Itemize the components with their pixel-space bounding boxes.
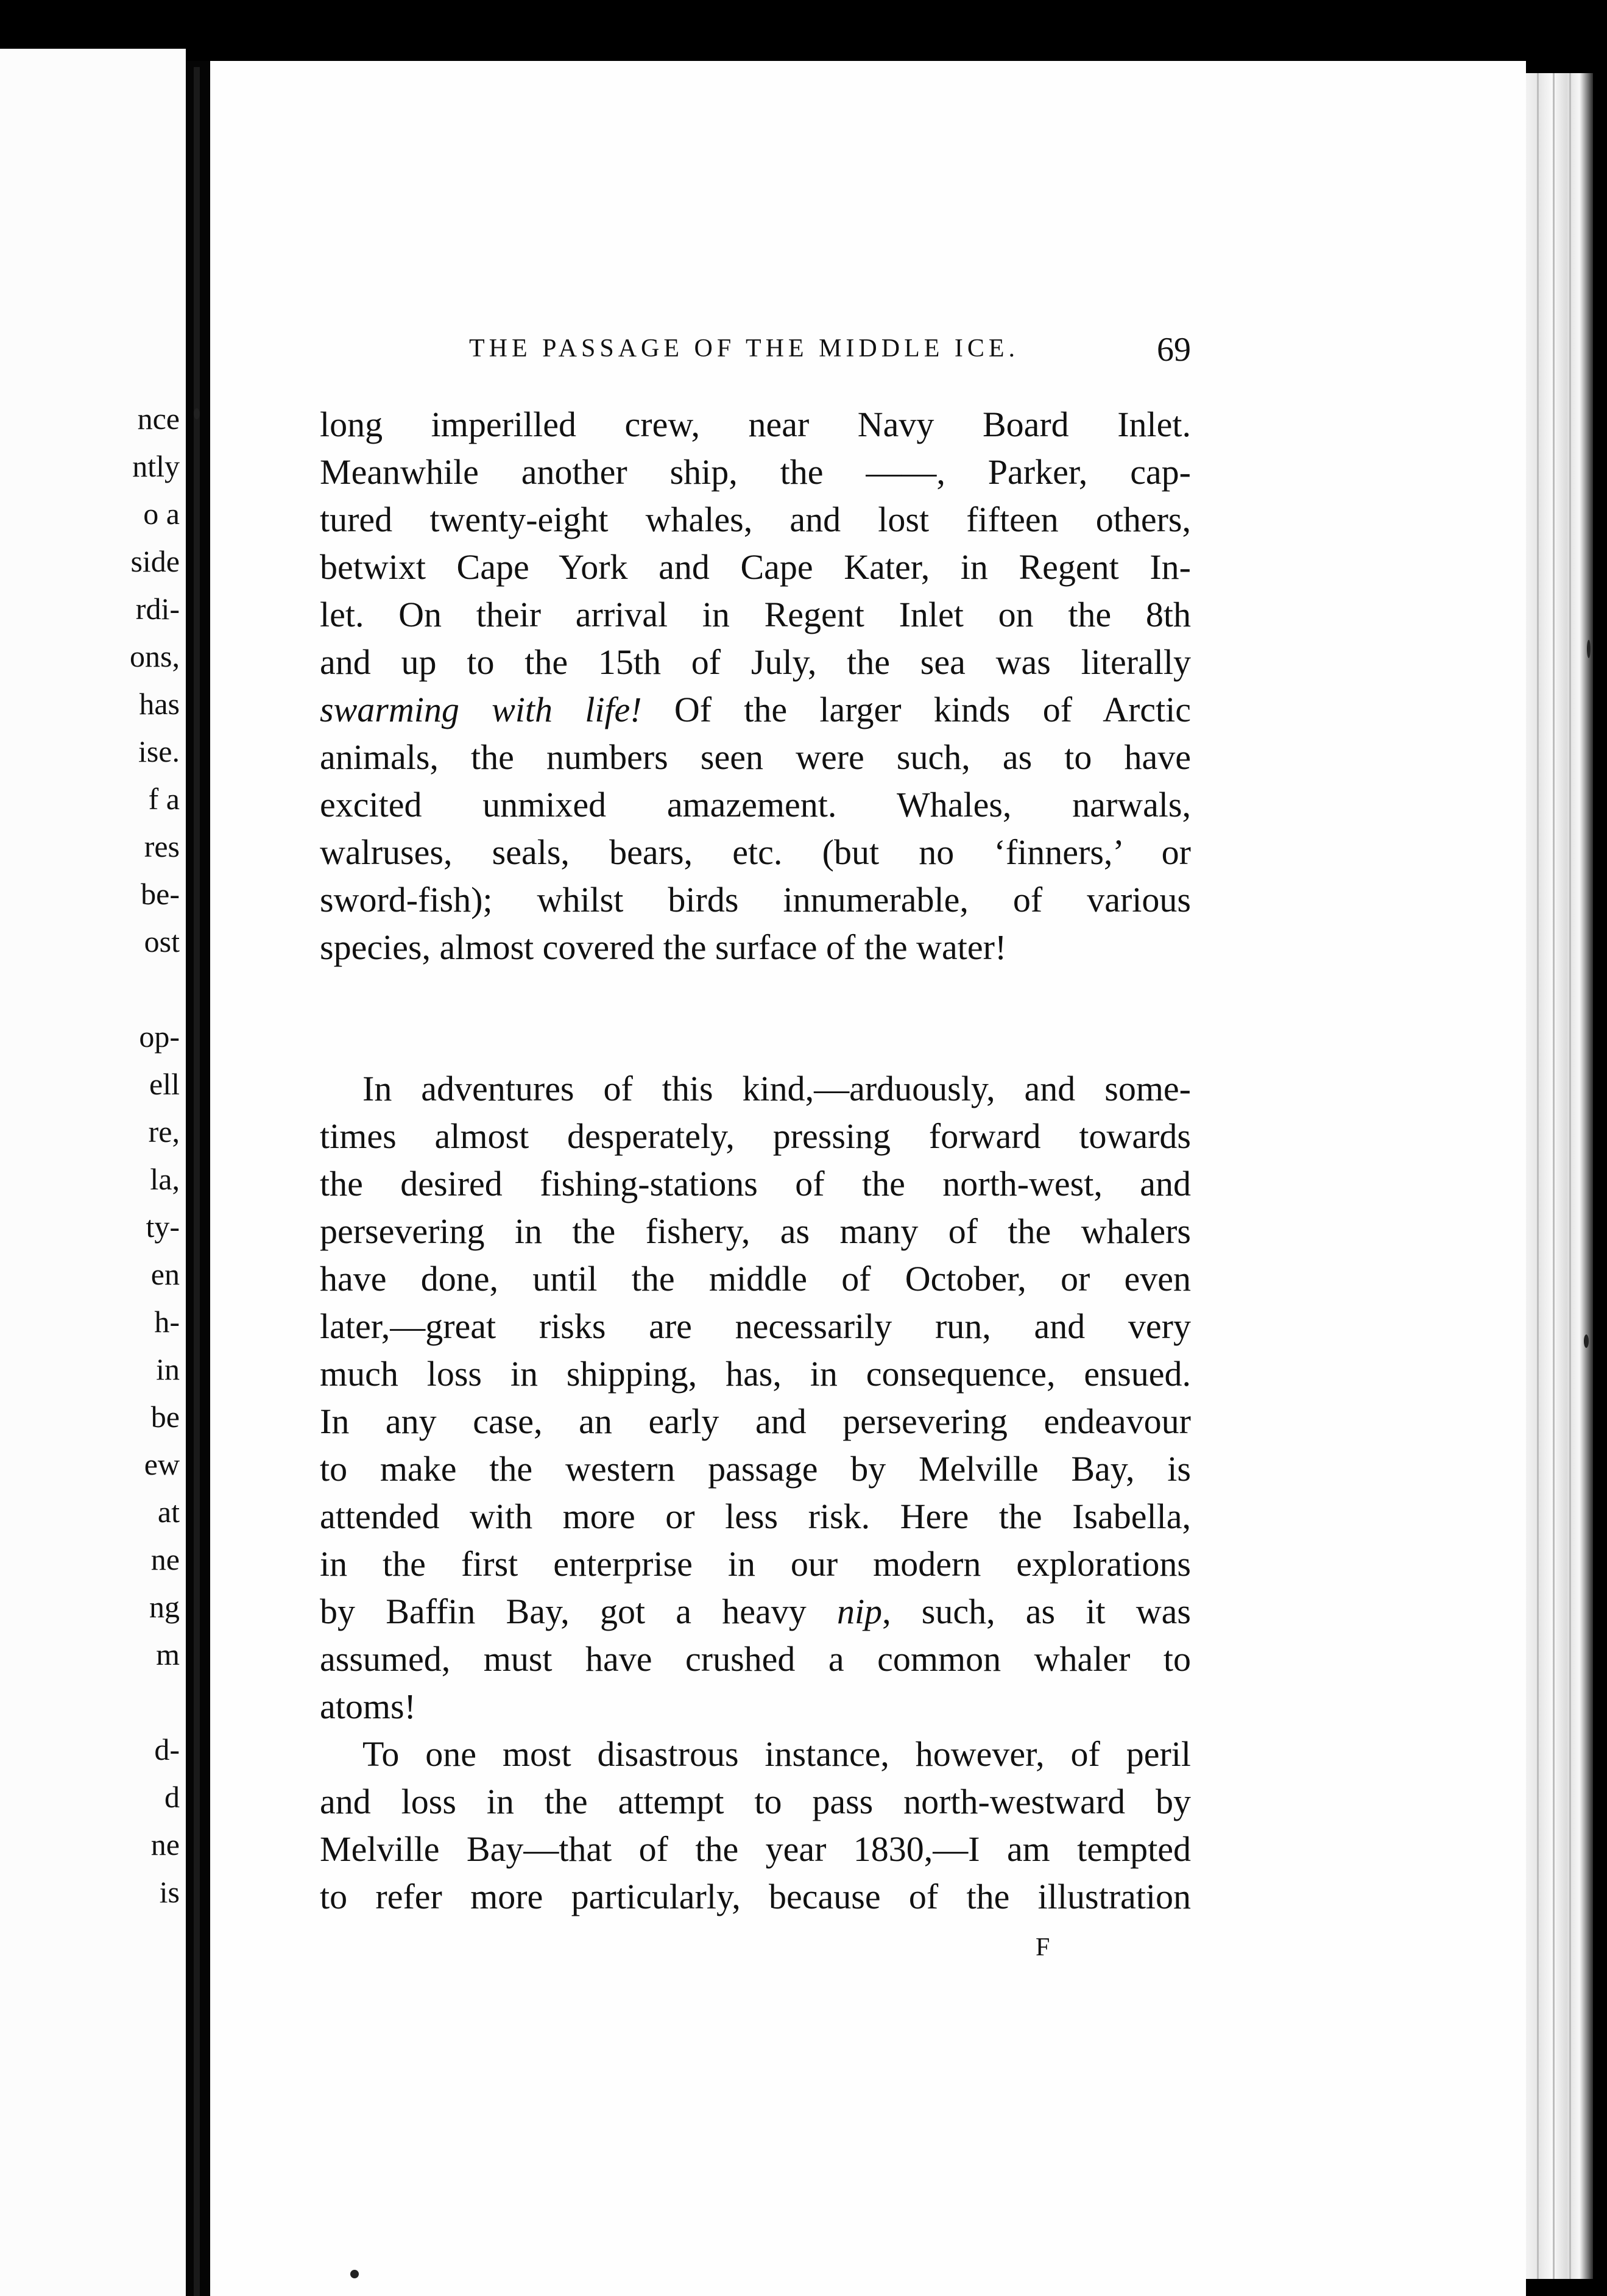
left-page-fragment: ew <box>144 1447 180 1481</box>
left-page-fragment: ty- <box>146 1210 180 1244</box>
text-line: and loss in the attempt to pass north-westward by <box>320 1782 1191 1821</box>
left-page-fragment: h- <box>154 1305 180 1339</box>
page-edges <box>1526 73 1593 2279</box>
left-page-fragment: ise. <box>138 734 180 768</box>
left-page-text-fragments <box>0 395 180 1916</box>
paragraph-continued <box>320 401 1191 971</box>
gutter-shadow <box>194 67 200 2296</box>
text-line: to refer more particularly, because of the illustration <box>320 1877 1191 1916</box>
left-page-fragment: rdi- <box>135 592 180 626</box>
left-page-fragment: op- <box>139 1019 180 1054</box>
text-line: To one most disastrous instance, however, of peril <box>362 1734 1191 1774</box>
left-page-fragment: ne <box>150 1827 180 1862</box>
left-page-fragment: la, <box>150 1162 180 1196</box>
left-page-fragment: ell <box>149 1067 180 1101</box>
page-edge-line <box>1553 73 1555 2279</box>
italic-phrase: swarming with life! <box>320 690 642 729</box>
page-edge-line <box>1569 73 1571 2279</box>
text-line: the desired fishing-stations of the north-west, and <box>320 1164 1191 1203</box>
text-segment: Of the larger kinds of Arctic <box>674 690 1191 729</box>
left-page-fragment: at <box>157 1495 180 1529</box>
print-speck <box>194 408 200 419</box>
text-line: Meanwhile another ship, the ——, Parker, cap- <box>320 452 1191 492</box>
text-line: attended with more or less risk. Here the Isabella, <box>320 1497 1191 1536</box>
text-line: times almost desperately, pressing forward towards <box>320 1116 1191 1156</box>
paragraph-adventures <box>320 1065 1191 1921</box>
italic-word: nip <box>836 1592 883 1631</box>
text-line: animals, the numbers seen were such, as to have <box>320 737 1191 777</box>
text-line: betwixt Cape York and Cape Kater, in Regent In- <box>320 547 1191 587</box>
left-page-fragment: ng <box>149 1590 180 1624</box>
left-page-fragment: d- <box>154 1732 180 1766</box>
text-line: tured twenty-eight whales, and lost fifteen others, <box>320 500 1191 539</box>
text-line: and up to the 15th of July, the sea was literally <box>320 642 1191 682</box>
text-line: much loss in shipping, has, in consequence, ensued. <box>320 1354 1191 1394</box>
running-head <box>469 330 1191 367</box>
page-edge-line <box>1537 73 1539 2279</box>
text-line-mixed <box>320 1588 1191 1635</box>
left-page-fragment: has <box>139 687 180 721</box>
text-line: in the first enterprise in our modern explorations <box>320 1544 1191 1584</box>
text-line: to make the western passage by Melville Bay, is <box>320 1449 1191 1489</box>
running-title: THE PASSAGE OF THE MIDDLE ICE. <box>469 335 1020 363</box>
left-facing-page <box>0 49 186 2296</box>
left-page-fragment: res <box>144 829 180 863</box>
left-page-fragment: in <box>156 1352 180 1386</box>
left-page-fragment: en <box>150 1257 180 1291</box>
fragment-gap <box>0 1678 180 1726</box>
text-line: long imperilled crew, near Navy Board Inlet. <box>320 405 1191 444</box>
print-speck <box>1584 1334 1589 1348</box>
text-segment: by Baffin Bay, got a heavy <box>320 1592 807 1631</box>
left-page-fragment: f a <box>148 782 180 816</box>
text-line: have done, until the middle of October, or even <box>320 1259 1191 1299</box>
text-line: excited unmixed amazement. Whales, narwals, <box>320 785 1191 824</box>
page-number: 69 <box>1157 331 1191 369</box>
left-page-fragment: ons, <box>130 639 180 673</box>
text-line: Melville Bay—that of the year 1830,—I am tempted <box>320 1829 1191 1869</box>
text-line: later,—great risks are necessarily run, and very <box>320 1306 1191 1346</box>
left-page-fragment: is <box>159 1875 180 1909</box>
print-speck <box>1587 640 1591 658</box>
fragment-gap <box>0 965 180 1013</box>
text-line: walruses, seals, bears, etc. (but no ‘finners,’ or <box>320 832 1191 872</box>
left-page-fragment: ntly <box>132 449 180 483</box>
left-page-fragment: d <box>164 1780 180 1814</box>
text-segment: , such, as it was <box>882 1592 1191 1631</box>
signature-mark: F <box>1036 1933 1050 1961</box>
left-page-fragment: be- <box>141 877 180 911</box>
left-page-fragment: ost <box>144 924 180 958</box>
left-page-fragment: m <box>156 1637 180 1671</box>
text-line: let. On their arrival in Regent Inlet on the 8th <box>320 595 1191 634</box>
print-speck <box>350 2270 359 2278</box>
left-page-fragment: ne <box>150 1542 180 1576</box>
left-page-fragment: be <box>150 1400 180 1434</box>
left-page-fragment: side <box>130 544 180 578</box>
text-line: In any case, an early and persevering endeavour <box>320 1401 1191 1441</box>
text-line: species, almost covered the surface of the water! <box>320 927 1007 967</box>
text-line: persevering in the fishery, as many of the whalers <box>320 1211 1191 1251</box>
text-line: atoms! <box>320 1687 416 1726</box>
left-page-fragment: o a <box>143 497 180 531</box>
text-line-mixed <box>320 686 1191 734</box>
left-page-fragment: nce <box>137 402 180 436</box>
text-line: In adventures of this kind,—arduously, and some- <box>362 1069 1191 1108</box>
text-line: sword-fish); whilst birds innumerable, of various <box>320 880 1191 919</box>
text-line: assumed, must have crushed a common whaler to <box>320 1639 1191 1679</box>
left-page-fragment: re, <box>148 1114 180 1149</box>
